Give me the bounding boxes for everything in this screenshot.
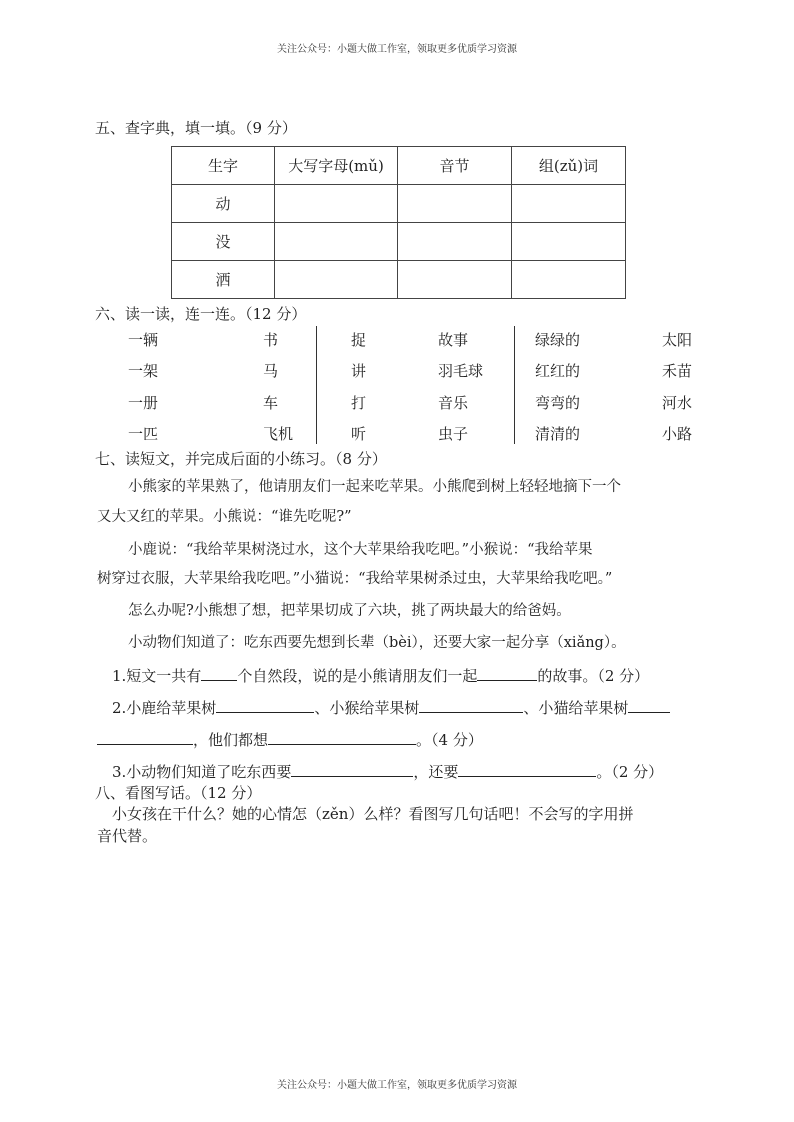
question-text: 的故事。（2 分） [537,667,650,685]
match-word[interactable]: 绿绿的 [535,331,581,349]
question-2-line-2 [97,730,483,748]
table-row [172,223,626,261]
question-2-line-1 [112,698,670,716]
section-7-title: 七、读短文，并完成后面的小练习。（8 分） [95,450,387,468]
table-row [172,261,626,299]
match-word[interactable]: 弯弯的 [535,394,581,412]
header-cell: 组(zǔ)词 [512,147,626,185]
char-cell: 没 [172,223,275,261]
column-divider [514,326,515,444]
answer-cell[interactable] [398,185,512,223]
match-word[interactable]: 一架 [128,362,159,380]
match-word[interactable]: 清清的 [535,425,581,443]
answer-cell[interactable] [275,223,398,261]
answer-blank[interactable] [419,698,523,713]
page-footer: 关注公众号：小题大做工作室，领取更多优质学习资源 [277,1080,517,1091]
answer-blank[interactable] [628,698,670,713]
match-word[interactable]: 河水 [662,394,693,412]
passage-line: 又大又红的苹果。小熊说：“谁先吃呢?” [97,509,352,525]
answer-blank[interactable] [201,666,237,681]
match-word[interactable]: 禾苗 [662,362,693,380]
answer-blank[interactable] [268,730,416,745]
match-word[interactable]: 羽毛球 [438,362,484,380]
question-text: 1.短文一共有 [112,667,202,685]
match-word[interactable]: 飞机 [263,425,294,443]
column-divider [316,326,317,444]
match-word[interactable]: 马 [263,362,279,380]
prompt-line: 音代替。 [97,827,158,845]
match-word[interactable]: 红红的 [535,362,581,380]
answer-cell[interactable] [512,223,626,261]
question-text: 。（2 分） [596,763,664,781]
answer-blank[interactable] [477,666,537,681]
question-text: 3.小动物们知道了吃东西要 [112,763,292,781]
passage-line: 怎么办呢?小熊想了想，把苹果切成了六块，挑了两块最大的给爸妈。 [128,603,571,619]
section-5-title: 五、查字典，填一填。（9 分） [95,119,297,137]
match-word[interactable]: 车 [263,394,279,412]
table-row [172,185,626,223]
match-word[interactable]: 打 [351,394,367,412]
header-cell: 生字 [172,147,275,185]
match-word[interactable]: 一辆 [128,331,159,349]
char-cell: 动 [172,185,275,223]
passage-line: 小熊家的苹果熟了，他请朋友们一起来吃苹果。小熊爬到树上轻轻地摘下一个 [128,479,621,495]
prompt-line: 小女孩在干什么？她的心情怎（zěn）么样？看图写几句话吧！不会写的字用拼 [112,805,634,823]
match-word[interactable]: 一册 [128,394,159,412]
header-cell: 音节 [398,147,512,185]
match-word[interactable]: 捉 [351,331,367,349]
section-6-title: 六、读一读，连一连。（12 分） [95,305,307,323]
page-header: 关注公众号：小题大做工作室，领取更多优质学习资源 [277,44,517,55]
dictionary-table [171,146,626,299]
match-word[interactable]: 听 [351,425,367,443]
answer-cell[interactable] [398,261,512,299]
question-text: 、小猴给苹果树 [314,699,420,717]
passage-line: 小鹿说：“我给苹果树浇过水，这个大苹果给我吃吧。”小猴说：“我给苹果 [128,542,593,558]
match-word[interactable]: 讲 [351,362,367,380]
question-text: 。（4 分） [416,731,483,749]
passage-line: 小动物们知道了：吃东西要先想到长辈（bèi），还要大家一起分享（xiǎng）。 [128,635,626,651]
match-word[interactable]: 故事 [438,331,469,349]
answer-blank[interactable] [291,762,413,777]
answer-cell[interactable] [398,223,512,261]
answer-blank[interactable] [216,698,314,713]
match-word[interactable]: 小路 [662,425,693,443]
answer-cell[interactable] [275,185,398,223]
match-word[interactable]: 音乐 [438,394,469,412]
char-cell: 洒 [172,261,275,299]
question-text: ，还要 [413,763,459,781]
question-text: 个自然段，说的是小熊请朋友们一起 [237,667,478,685]
table-header-row [172,147,626,185]
answer-cell[interactable] [275,261,398,299]
match-word[interactable]: 太阳 [662,331,693,349]
header-cell: 大写字母(mǔ) [275,147,398,185]
answer-blank[interactable] [458,762,596,777]
question-text: 、小猫给苹果树 [523,699,629,717]
match-word[interactable]: 虫子 [438,425,469,443]
question-3 [112,762,663,780]
question-text: 2.小鹿给苹果树 [112,699,217,717]
section-8-title: 八、看图写话。（12 分） [95,784,262,802]
match-word[interactable]: 书 [263,331,279,349]
question-text: ，他们都想 [193,731,269,749]
question-1 [112,666,649,684]
match-word[interactable]: 一匹 [128,425,159,443]
answer-blank[interactable] [97,730,193,745]
answer-cell[interactable] [512,185,626,223]
answer-cell[interactable] [512,261,626,299]
passage-line: 树穿过衣服，大苹果给我吃吧。”小猫说：“我给苹果树杀过虫，大苹果给我吃吧。” [97,571,613,587]
